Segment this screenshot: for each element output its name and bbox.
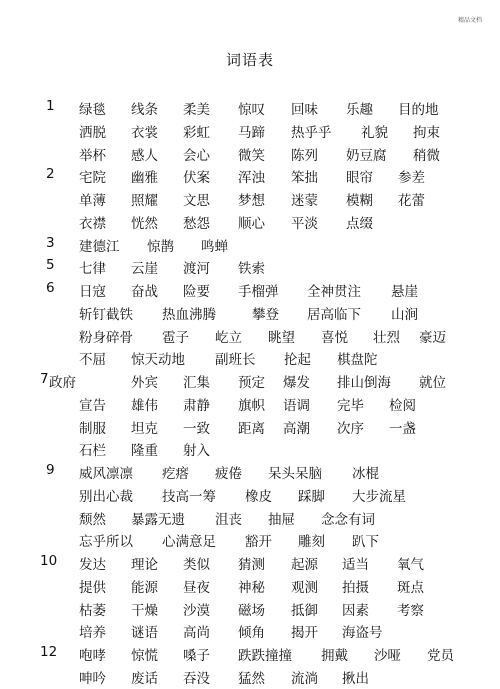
vocab-line <box>0 257 500 279</box>
vocab-word: 氧气 <box>397 557 424 573</box>
vocab-line <box>0 303 500 325</box>
vocab-word: 顺心 <box>238 215 265 232</box>
vocab-word: 呆头呆脑 <box>268 466 322 482</box>
vocab-word: 高潮 <box>283 420 310 437</box>
vocab-word: 线条 <box>131 102 158 118</box>
vocab-line <box>0 439 500 461</box>
vocab-word: 提供 <box>79 579 106 596</box>
vocab-word: 粉身碎骨 <box>79 329 133 346</box>
vocab-line <box>0 553 500 575</box>
vocab-word: 雕刻 <box>298 534 325 551</box>
vocab-word: 雹子 <box>162 329 189 346</box>
vocab-word: 一致 <box>183 420 210 437</box>
vocab-line <box>0 644 500 666</box>
vocab-line <box>0 576 500 598</box>
vocab-word: 伏案 <box>183 170 210 187</box>
vocab-word: 平淡 <box>291 215 318 232</box>
vocab-line <box>0 621 500 643</box>
vocab-word: 七律 <box>79 261 106 278</box>
vocab-word: 冰棍 <box>352 466 379 482</box>
vocab-line <box>0 121 500 143</box>
vocab-line <box>0 280 500 302</box>
vocab-line <box>0 98 500 120</box>
vocab-word: 谜语 <box>131 625 158 642</box>
vocab-word: 橡皮 <box>245 488 272 505</box>
vocab-word: 颓然 <box>79 511 106 528</box>
vocab-word: 举杯 <box>79 147 106 164</box>
vocab-word: 汇集 <box>183 375 210 391</box>
vocab-word: 会心 <box>183 147 210 164</box>
vocab-word: 考察 <box>397 602 424 619</box>
vocab-word: 技高一筹 <box>162 488 216 505</box>
vocab-word: 惊天动地 <box>131 352 185 369</box>
vocab-word: 乐趣 <box>346 102 373 118</box>
vocab-word: 呻吟 <box>79 670 106 687</box>
vocab-word: 嗓子 <box>183 648 210 664</box>
vocab-word: 忘乎所以 <box>79 534 133 551</box>
vocab-word: 起源 <box>291 557 318 573</box>
vocab-word: 山涧 <box>391 306 418 323</box>
vocab-word: 语调 <box>283 397 310 414</box>
vocab-word: 磁场 <box>238 602 265 619</box>
page-title: 词语表 <box>225 51 274 69</box>
vocab-word: 幽雅 <box>131 170 158 187</box>
vocab-word: 拍摄 <box>342 579 369 596</box>
lesson-number: 2 <box>46 166 55 183</box>
vocab-word: 豪迈 <box>419 329 446 346</box>
vocab-word: 惊叹 <box>238 102 265 118</box>
vocab-word: 绿毯 <box>79 102 106 118</box>
vocab-word: 疙瘩 <box>162 466 189 482</box>
vocab-word: 眺望 <box>268 329 295 346</box>
vocab-word: 咆哮 <box>79 648 106 664</box>
vocab-line <box>0 417 500 439</box>
vocab-word: 鸣蝉 <box>201 238 228 255</box>
vocab-word: 渡河 <box>183 261 210 278</box>
vocab-word: 因素 <box>342 602 369 619</box>
vocab-word: 攀登 <box>252 306 279 323</box>
vocab-word: 检阅 <box>389 397 416 414</box>
vocab-word: 参差 <box>398 170 425 187</box>
vocab-line <box>0 485 500 507</box>
vocab-word: 恍然 <box>131 215 158 232</box>
vocab-word: 拘束 <box>413 124 440 141</box>
vocab-word: 排山倒海 <box>337 375 391 391</box>
vocab-word: 云崖 <box>131 261 158 278</box>
vocab-word: 培养 <box>79 625 106 642</box>
vocab-line <box>0 326 500 348</box>
vocab-word: 倾角 <box>238 625 265 642</box>
vocab-word: 文思 <box>183 193 210 209</box>
vocab-line <box>0 371 500 393</box>
vocab-line <box>0 348 500 370</box>
vocab-word: 抡起 <box>284 352 311 369</box>
vocab-word: 马蹄 <box>238 124 265 141</box>
vocab-word: 衣裳 <box>131 124 158 141</box>
vocab-word: 理论 <box>131 557 158 573</box>
vocab-word: 趴下 <box>352 534 379 551</box>
vocab-word: 发达 <box>79 557 106 573</box>
vocab-word: 陈列 <box>291 147 318 164</box>
vocab-word: 目的地 <box>398 102 439 118</box>
vocab-word: 棋盘陀 <box>337 352 378 369</box>
watermark-text: 精品文档 <box>457 17 482 24</box>
vocab-word: 副班长 <box>215 352 256 369</box>
vocab-word: 壮烈 <box>373 329 400 346</box>
vocab-word: 念念有词 <box>321 511 375 528</box>
vocab-word: 制服 <box>79 420 106 437</box>
lesson-number: 3 <box>46 234 55 251</box>
vocab-word: 海盗号 <box>342 625 383 642</box>
vocab-word: 距离 <box>238 420 265 437</box>
vocab-word: 揪出 <box>342 670 369 687</box>
vocab-line <box>0 189 500 211</box>
vocab-word: 点缀 <box>346 215 373 232</box>
vocab-word: 暴露无遗 <box>131 511 185 528</box>
vocab-word: 预定 <box>238 375 265 391</box>
vocab-word: 肃静 <box>183 397 210 414</box>
vocab-word: 奋战 <box>131 284 158 300</box>
vocab-word: 爆发 <box>283 375 310 391</box>
vocab-word: 沙哑 <box>374 648 401 664</box>
vocab-word: 稍微 <box>413 147 440 164</box>
vocab-word: 单薄 <box>79 193 106 209</box>
vocab-word: 踩脚 <box>298 488 325 505</box>
vocab-word: 彩虹 <box>183 124 210 141</box>
vocab-word: 柔美 <box>183 102 210 118</box>
vocab-word: 斩钉截铁 <box>79 306 133 323</box>
vocab-word: 屹立 <box>215 329 242 346</box>
vocab-word: 衣襟 <box>79 215 106 232</box>
vocab-word: 奶豆腐 <box>346 147 387 164</box>
lesson-number: 5 <box>46 257 55 274</box>
vocab-word: 回味 <box>291 102 318 118</box>
lesson-number: 9 <box>46 462 55 478</box>
lesson-number: 1 <box>46 98 55 114</box>
vocab-word: 神秘 <box>238 579 265 596</box>
vocab-line <box>0 667 500 689</box>
lesson-number: 7 <box>40 371 49 387</box>
vocab-word: 惊鹊 <box>147 238 174 255</box>
vocab-word: 沮丧 <box>215 511 242 528</box>
vocab-word: 模糊 <box>346 193 373 209</box>
vocab-word: 全神贯注 <box>307 284 361 300</box>
vocab-word: 枯萎 <box>79 602 106 619</box>
vocab-word: 跌跌撞撞 <box>238 648 292 664</box>
vocab-line <box>0 530 500 552</box>
vocab-word: 悬崖 <box>391 284 418 300</box>
lesson-number: 10 <box>40 553 58 569</box>
vocab-word: 完毕 <box>337 397 364 414</box>
vocab-word: 微笑 <box>238 147 265 164</box>
vocab-word: 愁怨 <box>183 215 210 232</box>
vocab-word: 猛然 <box>238 670 265 687</box>
vocab-word: 日寇 <box>79 284 106 300</box>
vocab-word: 抵御 <box>291 602 318 619</box>
vocab-word: 能源 <box>131 579 158 596</box>
vocab-word: 建德江 <box>79 238 120 255</box>
vocab-word: 威风凛凛 <box>79 466 133 482</box>
vocab-word: 观测 <box>291 579 318 596</box>
vocab-word: 花蕾 <box>398 193 425 209</box>
vocab-word: 昼夜 <box>183 579 210 596</box>
vocab-word: 坦克 <box>131 420 158 437</box>
vocab-word: 沙漠 <box>183 602 210 619</box>
vocab-word: 宣告 <box>79 397 106 414</box>
vocab-word: 铁索 <box>238 261 265 278</box>
vocab-word: 居高临下 <box>307 306 361 323</box>
vocab-word: 不屈 <box>79 352 106 369</box>
vocab-word: 高尚 <box>183 625 210 642</box>
vocab-word: 废话 <box>131 670 158 687</box>
vocab-word: 迷蒙 <box>291 193 318 209</box>
vocab-word: 浑浊 <box>238 170 265 187</box>
vocab-word: 吞没 <box>183 670 210 687</box>
vocab-word: 心满意足 <box>162 534 216 551</box>
lesson-number: 12 <box>40 644 58 660</box>
vocab-word: 旗帜 <box>238 397 265 414</box>
vocab-word: 猜测 <box>238 557 265 573</box>
vocab-word: 适当 <box>342 557 369 573</box>
vocab-word: 热血沸腾 <box>162 306 216 323</box>
lesson-first-word: 政府 <box>49 375 76 391</box>
vocab-line <box>0 394 500 416</box>
vocab-word: 宅院 <box>79 170 106 187</box>
vocab-word: 外宾 <box>131 375 158 391</box>
vocab-word: 梦想 <box>238 193 265 209</box>
vocab-word: 次序 <box>337 420 364 437</box>
vocab-word: 干燥 <box>131 602 158 619</box>
vocab-word: 党员 <box>427 648 454 664</box>
vocab-word: 拥戴 <box>321 648 348 664</box>
vocab-word: 眼帘 <box>346 170 373 187</box>
vocab-word: 笨拙 <box>291 170 318 187</box>
vocab-word: 一盏 <box>389 420 416 437</box>
vocab-word: 射入 <box>183 443 210 460</box>
vocab-word: 洒脱 <box>79 124 106 141</box>
vocab-word: 疲倦 <box>215 466 242 482</box>
vocab-word: 抽屉 <box>268 511 295 528</box>
vocab-word: 礼貌 <box>361 124 388 141</box>
vocab-line <box>0 144 500 166</box>
vocab-word: 类似 <box>183 557 210 573</box>
vocab-line <box>0 599 500 621</box>
vocab-line <box>0 508 500 530</box>
vocab-word: 石栏 <box>79 443 106 460</box>
vocab-word: 喜悦 <box>321 329 348 346</box>
vocab-word: 险要 <box>183 284 210 300</box>
vocab-word: 感人 <box>131 147 158 164</box>
vocab-word: 手榴弹 <box>238 284 279 300</box>
vocab-word: 惊慌 <box>131 648 158 664</box>
vocab-line <box>0 166 500 188</box>
vocab-word: 就位 <box>419 375 446 391</box>
vocab-line <box>0 462 500 484</box>
vocab-word: 揭开 <box>291 625 318 642</box>
vocab-line <box>0 212 500 234</box>
lesson-number: 6 <box>46 280 55 296</box>
vocab-line <box>0 235 500 257</box>
vocab-word: 豁开 <box>245 534 272 551</box>
vocab-word: 大步流星 <box>352 488 406 505</box>
vocab-word: 流淌 <box>291 670 318 687</box>
vocab-word: 热乎乎 <box>291 124 332 141</box>
vocab-word: 斑点 <box>397 579 424 596</box>
vocab-word: 隆重 <box>131 443 158 460</box>
vocab-word: 雄伟 <box>131 397 158 414</box>
vocab-word: 照耀 <box>131 193 158 209</box>
vocab-word: 别出心裁 <box>79 488 133 505</box>
